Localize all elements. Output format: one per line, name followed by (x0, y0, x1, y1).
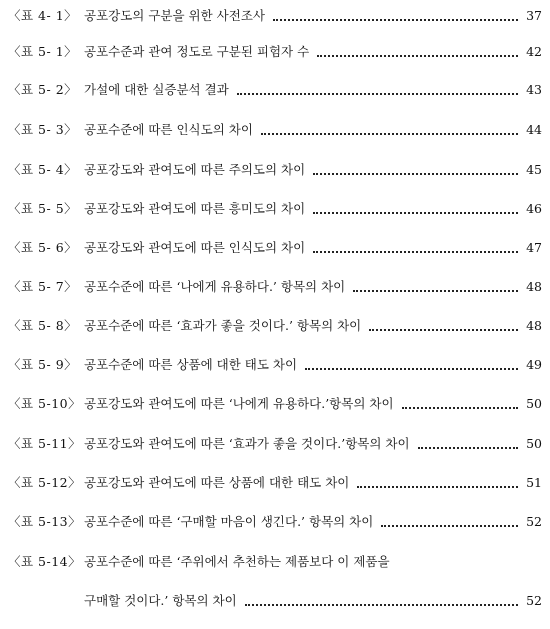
toc-entry[interactable] (8, 316, 542, 336)
entry-title: 공포수준에 따른 ‘나에게 유용하다.’ 항목의 차이 (84, 279, 346, 294)
toc-entry[interactable] (8, 42, 542, 62)
dot-leader (369, 329, 518, 331)
entry-label: 〈표 5- 1〉 (8, 44, 78, 59)
entry-page-number: 51 (526, 475, 542, 490)
entry-title: 공포강도의 구분을 위한 사전조사 (84, 8, 265, 23)
entry-title: 공포수준에 따른 인식도의 차이 (84, 122, 253, 137)
toc-entry[interactable] (8, 199, 542, 219)
dot-leader (245, 604, 518, 606)
entry-page-number: 46 (526, 201, 542, 216)
entry-page-number: 45 (526, 162, 542, 177)
entry-label: 〈표 5-10〉 (8, 396, 82, 411)
entry-page-number: 44 (526, 122, 542, 137)
toc-entry[interactable] (8, 160, 542, 180)
dot-leader (313, 173, 518, 175)
dot-leader (305, 368, 518, 370)
dot-leader (357, 486, 518, 488)
entry-title: 공포수준에 따른 ‘구매할 마음이 생긴다.’ 항목의 차이 (84, 514, 374, 529)
entry-title: 가설에 대한 실증분석 결과 (84, 82, 229, 97)
dot-leader (317, 55, 518, 57)
entry-page-number: 48 (526, 279, 542, 294)
entry-label: 〈표 5- 4〉 (8, 162, 78, 177)
entry-label: 〈표 5- 3〉 (8, 122, 78, 137)
toc-entry-continuation[interactable] (84, 591, 542, 611)
entry-title: 공포강도와 관여도에 따른 ‘나에게 유용하다.’항목의 차이 (84, 396, 394, 411)
entry-label: 〈표 5-13〉 (8, 514, 82, 529)
dot-leader (313, 212, 518, 214)
entry-title: 공포수준에 따른 상품에 대한 태도 차이 (84, 357, 298, 372)
entry-label: 〈표 5- 7〉 (8, 279, 78, 294)
entry-label: 〈표 5- 6〉 (8, 240, 78, 255)
entry-title: 공포강도와 관여도에 따른 흥미도의 차이 (84, 201, 306, 216)
entry-label: 〈표 4- 1〉 (8, 8, 78, 23)
entry-title: 공포수준에 따른 ‘효과가 좋을 것이다.’ 항목의 차이 (84, 318, 362, 333)
entry-title: 공포강도와 관여도에 따른 인식도의 차이 (84, 240, 306, 255)
dot-leader (381, 525, 518, 527)
entry-title: 공포수준과 관여 정도로 구분된 피험자 수 (84, 44, 310, 59)
dot-leader (313, 251, 518, 253)
entry-page-number: 48 (526, 318, 542, 333)
entry-title: 공포강도와 관여도에 따른 주의도의 차이 (84, 162, 306, 177)
entry-page-number: 52 (526, 593, 542, 608)
entry-label: 〈표 5- 9〉 (8, 357, 78, 372)
dot-leader (261, 133, 518, 135)
entry-title: 공포수준에 따른 ‘주위에서 추천하는 제품보다 이 제품을 (84, 554, 390, 569)
toc-entry[interactable] (8, 355, 542, 375)
entry-label: 〈표 5-12〉 (8, 475, 82, 490)
entry-label: 〈표 5- 8〉 (8, 318, 78, 333)
toc-entry[interactable] (8, 80, 542, 100)
entry-page-number: 37 (526, 8, 542, 23)
toc-entry[interactable] (8, 473, 542, 493)
entry-page-number: 42 (526, 44, 542, 59)
entry-label: 〈표 5-11〉 (8, 436, 82, 451)
entry-label: 〈표 5- 5〉 (8, 201, 78, 216)
entry-title-continued: 구매할 것이다.’ 항목의 차이 (84, 593, 237, 608)
entry-page-number: 47 (526, 240, 542, 255)
entry-page-number: 50 (526, 436, 542, 451)
entry-page-number: 52 (526, 514, 542, 529)
dot-leader (237, 93, 518, 95)
dot-leader (402, 407, 519, 409)
dot-leader (418, 447, 519, 449)
entry-page-number: 50 (526, 396, 542, 411)
entry-page-number: 49 (526, 357, 542, 372)
entry-label: 〈표 5-14〉 (8, 554, 82, 569)
entry-label: 〈표 5- 2〉 (8, 82, 78, 97)
toc-entry[interactable] (8, 277, 542, 297)
toc-entry[interactable] (8, 238, 542, 258)
entry-title: 공포강도와 관여도에 따른 상품에 대한 태도 차이 (84, 475, 350, 490)
toc-entry[interactable] (8, 512, 542, 532)
entry-title: 공포강도와 관여도에 따른 ‘효과가 좋을 것이다.’항목의 차이 (84, 436, 410, 451)
dot-leader (353, 290, 518, 292)
toc-entry[interactable] (8, 6, 542, 26)
toc-entry[interactable] (8, 394, 542, 414)
toc-entry-last[interactable] (8, 552, 542, 572)
toc-entry[interactable] (8, 120, 542, 140)
entry-page-number: 43 (526, 82, 542, 97)
toc-entry[interactable] (8, 434, 542, 454)
dot-leader (273, 19, 518, 21)
